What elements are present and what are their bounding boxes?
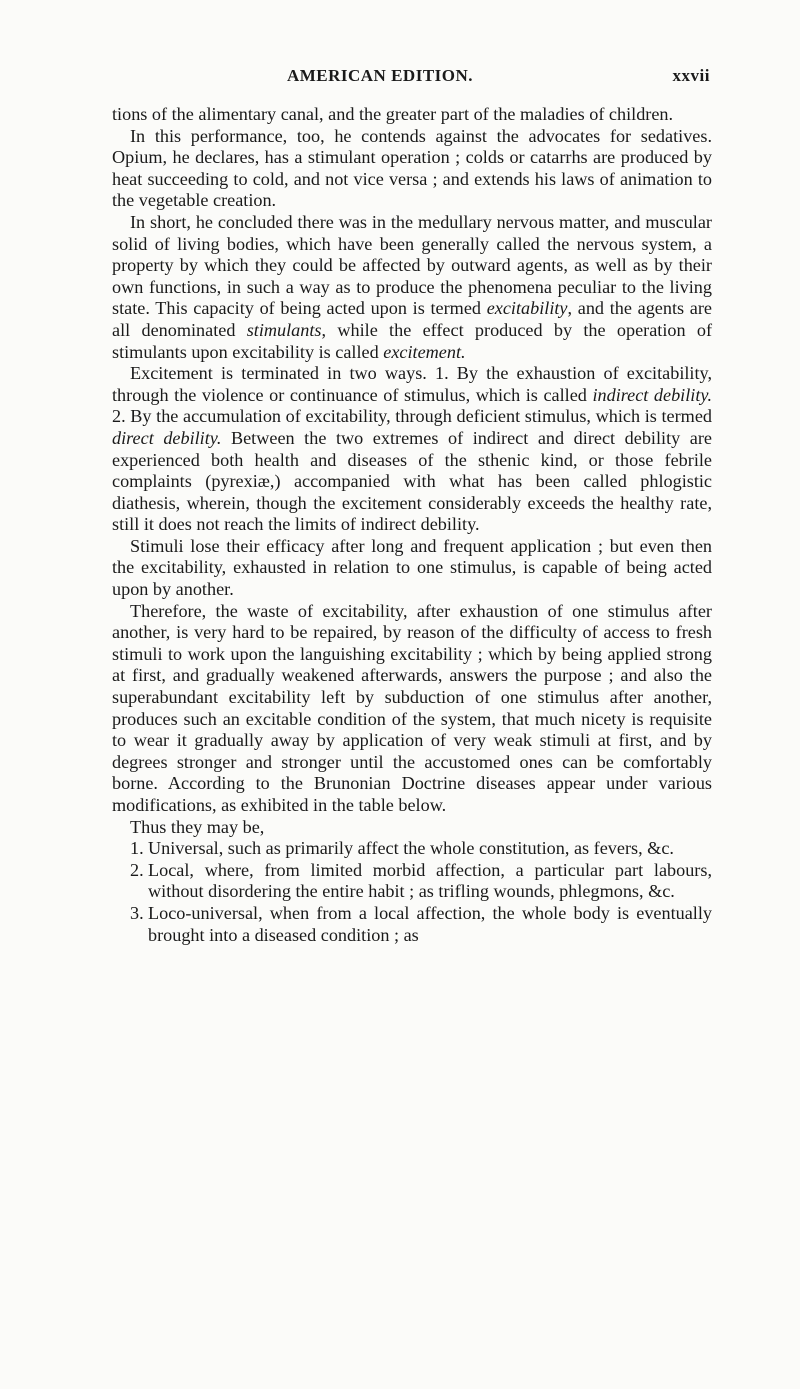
paragraph-text: , while the effect produced by the operation of stimulants upon excitability is called <box>112 319 713 362</box>
page-number: xxvii <box>672 66 710 85</box>
paragraph-debility <box>112 363 712 536</box>
list-text: Local, where, from limited morbid affection, a particular part labours, without disordering the entire habit ; as trifling wounds, phlegmons, &c. <box>148 859 712 902</box>
paragraph-text: , and the agents are all denominated <box>112 298 712 340</box>
list-number: 3. <box>130 902 144 923</box>
term-indirect-debility: indirect debility. <box>592 384 713 405</box>
list-text: Loco-universal, when from a local affection, the whole body is eventually brought into a diseased condition ; as <box>148 902 712 945</box>
paragraph-text: Between the two extremes of indirect and direct debility are experienced both health and diseases of the sthenic kind, or those febrile complaints (pyrexiæ,) accompanied with what has been called phlogistic diathesis, wherein, though the excitement considerably exceeds the healthy rate, still it does not reach the limits of indirect debility. <box>112 427 712 535</box>
running-header <box>110 66 710 90</box>
paragraph-text: In short, he concluded there was in the medullary nervous matter, and muscular solid of living bodies, which have been generally called the nervous system, a property by which they could be affected by outward agents, as well as by their own functions, in such a way as to produce the phenomena peculiar to the living state. This capacity of being acted upon is termed <box>112 211 712 319</box>
term-direct-debility: direct debility. <box>112 427 222 448</box>
paragraph-sedatives: In this performance, too, he contends against the advocates for sedatives. Opium, he declares, has a stimulant operation ; colds or catarrhs are produced by heat succeeding to cold, and not vice versa ; and extends his laws of animation to the vegetable creation. <box>112 125 712 211</box>
list-item <box>130 838 712 860</box>
body-text <box>112 104 712 946</box>
paragraph-thus: Thus they may be, <box>130 816 265 837</box>
list-item <box>130 860 712 903</box>
list-item <box>130 903 712 946</box>
term-excitement: excitement. <box>383 341 466 362</box>
list-number: 2. <box>130 859 144 880</box>
list-text: Universal, such as primarily affect the whole constitution, as fevers, &c. <box>148 838 674 859</box>
paragraph-waste: Therefore, the waste of excitability, after exhaustion of one stimulus after another, is very hard to be repaired, by reason of the difficulty of access to fresh stimuli to work upon the languishing excitability ; which by being applied strong at first, and gradually weakened afterwards, answers the purpose ; and also the superabundant excitability left by subduction of one stimulus after another, produces such an excitable condition of the system, that much nicety is requisite to wear it gradually away by application of very weak stimuli at first, and by degrees stronger and stronger until the accustomed ones can be comfortably borne. According to the Brunonian Doctrine diseases appear under various modifications, as exhibited in the table below. <box>112 600 712 815</box>
disease-list <box>112 838 712 946</box>
paragraph-continued: tions of the alimentary canal, and the greater part of the maladies of children. <box>112 104 674 124</box>
list-number: 1. <box>130 838 144 859</box>
paragraph-stimuli: Stimuli lose their efficacy after long and frequent application ; but even then the excitability, exhausted in relation to one stimulus, is capable of being acted upon by another. <box>112 535 712 600</box>
term-stimulants: stimulants <box>246 319 322 340</box>
paragraph-excitability <box>112 212 712 363</box>
paragraph-text: Excitement is terminated in two ways. 1. By the exhaustion of excitability, through the violence or continuance of stimulus, which is called <box>112 363 712 405</box>
running-title: AMERICAN EDITION. <box>286 66 474 85</box>
paragraph-text: 2. By the accumulation of excitability, through deficient stimulus, which is termed <box>112 406 712 427</box>
term-excitability: excitability <box>486 298 568 319</box>
